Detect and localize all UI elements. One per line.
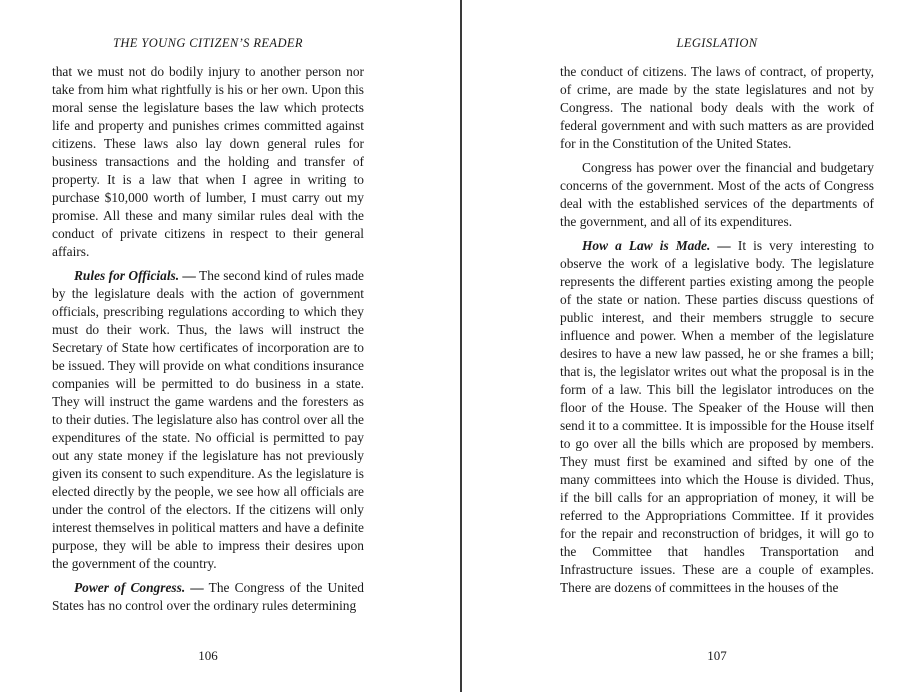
page-number-left: 106 — [198, 648, 218, 663]
paragraph-text: Congress has power over the financial and budgetary concerns of the government. Most of the acts of Congress deal with the established services of the departments of the government, and all of its expenditures. — [560, 160, 874, 229]
paragraph-text: that we must not do bodily injury to another person nor take from him what rightfully is his or her own. Upon this moral sense the legislature bases the law which protects life and property and punishes crimes committed against citizens. These laws also lay down general rules for business transactions and the holding and transfer of property. It is a law that when I agree in writing to purchase $10,000 worth of lumber, I must carry out my promise. All these and many similar rules deal with the conduct of private citizens in respect to their general affairs. — [52, 64, 364, 259]
run-in-heading: Power of Congress. — — [74, 580, 204, 595]
run-in-heading: Rules for Officials. — — [74, 268, 196, 283]
paragraph — [560, 159, 874, 231]
gutter-divider — [460, 0, 462, 692]
page-number-right: 107 — [707, 648, 727, 663]
right-page-body — [560, 63, 874, 603]
paragraph — [52, 63, 364, 261]
paragraph-text: the conduct of citizens. The laws of contract, of property, of crime, are made by the state legislatures and not by Congress. The national body deals with the work of federal government and with such matters as are provided for in the Constitution of the United States. — [560, 64, 874, 151]
paragraph — [560, 237, 874, 597]
paragraph-text: The Congress of the United States has no control over the ordinary rules determining — [52, 580, 364, 613]
paragraph-text: It is very interesting to observe the work of a legislative body. The legislature represents the different parties existing among the people of the state or nation. These parties discuss questions of public interest, and their members struggle to secure influence and power. When a member of the legislature desires to have a new law passed, he or she frames a bill; that is, the legislator writes out what the proposal is in the form of a law. This bill the legislator introduces on the floor of the House. The Speaker of the House will then send it to a committee. It is impossible for the House itself to go over all the bills which are proposed by members. They must first be examined and sifted by one of the many committees into which the House is divided. Thus, if the bill calls for an appropriation of money, it will be referred to the Appropriations Committee. If it provides for the repair and reconstruction of bridges, it will go to the Committee that handles Transportation and Infrastructure issues. These are a couple of examples. There are dozens of committees in the houses of the — [560, 238, 874, 595]
paragraph — [52, 579, 364, 615]
run-in-heading: How a Law is Made. — — [582, 238, 731, 253]
left-page — [52, 0, 364, 692]
running-head-left: THE YOUNG CITIZEN’S READER — [113, 36, 303, 50]
paragraph-text: The second kind of rules made by the legislature deals with the action of government officials, prescribing regulations according to which they must do their work. Thus, the laws will instruct the Secretary of State how certificates of incorporation are to be issued. They will provide on what conditions insurance companies will be permitted to do business in a state. They will instruct the game wardens and the foresters as to their duties. The legislature also has control over all the expenditures of the state. No official is permitted to pay out any state money if the legislature has not previously given its consent to such expenditure. As the legislature is elected directly by the people, we see how all officials are under the control of the electors. If the citizens will only interest themselves in political matters and have a definite purpose, they will be able to impress their desires upon the government of the country. — [52, 268, 364, 571]
left-page-body — [52, 63, 364, 621]
paragraph — [52, 267, 364, 573]
right-page — [560, 0, 874, 692]
paragraph — [560, 63, 874, 153]
running-head-right: LEGISLATION — [676, 36, 758, 50]
